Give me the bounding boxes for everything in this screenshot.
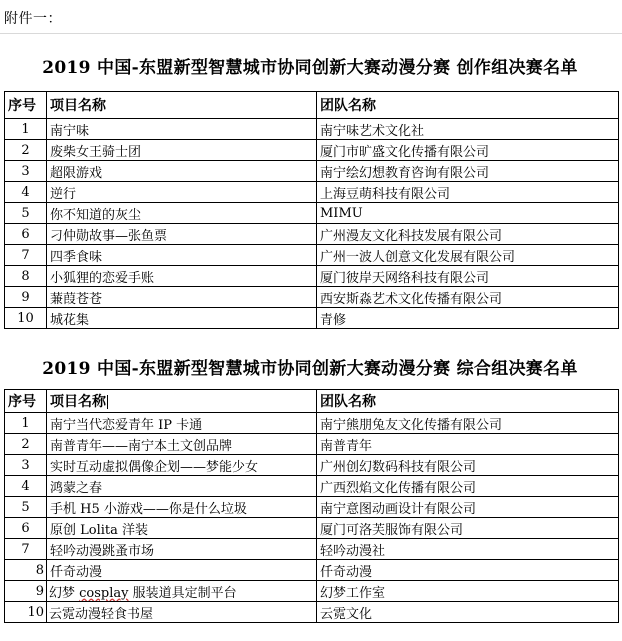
- table-row: [5, 161, 619, 182]
- cell-team[interactable]: 广西烈焰文化传播有限公司: [317, 476, 619, 497]
- cell-no[interactable]: 7: [5, 539, 47, 560]
- cell-project[interactable]: 仟奇动漫: [47, 560, 317, 581]
- cell-team[interactable]: 南普青年: [317, 434, 619, 455]
- cell-no[interactable]: 4: [5, 182, 47, 203]
- cell-project[interactable]: 蒹葭苍苍: [47, 287, 317, 308]
- table-row: [5, 560, 619, 581]
- cell-no[interactable]: 10: [5, 602, 47, 623]
- cell-team[interactable]: 仟奇动漫: [317, 560, 619, 581]
- cell-team[interactable]: 广州漫友文化科技发展有限公司: [317, 224, 619, 245]
- header-no: 序号: [5, 390, 47, 413]
- table-row: [5, 455, 619, 476]
- cell-project[interactable]: 南宁味: [47, 119, 317, 140]
- cell-no[interactable]: 8: [5, 266, 47, 287]
- cell-no[interactable]: 7: [5, 245, 47, 266]
- cell-no[interactable]: 3: [5, 455, 47, 476]
- cell-project[interactable]: 南普青年——南宁本土文创品牌: [47, 434, 317, 455]
- project-suffix: 服装道具定制平台: [128, 585, 237, 601]
- cell-project[interactable]: 云霓动漫轻食书屋: [47, 602, 317, 623]
- cell-project[interactable]: [47, 581, 317, 602]
- cell-no[interactable]: 5: [5, 497, 47, 518]
- cell-team[interactable]: 南宁意图动画设计有限公司: [317, 497, 619, 518]
- cell-no[interactable]: 9: [5, 287, 47, 308]
- cell-project[interactable]: 逆行: [47, 182, 317, 203]
- table-row: [5, 518, 619, 539]
- cell-project[interactable]: 鸿蒙之春: [47, 476, 317, 497]
- cell-team[interactable]: 南宁熊朋兔友文化传播有限公司: [317, 413, 619, 434]
- attachment-label: 附件一：: [4, 11, 62, 27]
- header-team: 团队名称: [317, 390, 619, 413]
- cell-team[interactable]: 轻吟动漫社: [317, 539, 619, 560]
- cell-team[interactable]: 厦门可洛芙服饰有限公司: [317, 518, 619, 539]
- cell-no[interactable]: 3: [5, 161, 47, 182]
- cell-team[interactable]: 幻梦工作室: [317, 581, 619, 602]
- table-row: [5, 539, 619, 560]
- cell-no[interactable]: 1: [5, 413, 47, 434]
- table-row: [5, 413, 619, 434]
- cell-team[interactable]: 广州一波人创意文化发展有限公司: [317, 245, 619, 266]
- comprehensive-group-table: [4, 389, 619, 623]
- cell-no[interactable]: 6: [5, 518, 47, 539]
- text-cursor: [107, 395, 108, 409]
- gridline: [0, 33, 622, 34]
- cell-no[interactable]: 2: [5, 434, 47, 455]
- table1-title: 2019 中国-东盟新型智慧城市协同创新大赛动漫分赛 创作组决赛名单: [42, 58, 578, 78]
- table-row: [5, 434, 619, 455]
- table-row: [5, 581, 619, 602]
- table-row: [5, 266, 619, 287]
- cell-no[interactable]: 6: [5, 224, 47, 245]
- cell-project[interactable]: 刁仲勋故事—张鱼票: [47, 224, 317, 245]
- table-row: [5, 245, 619, 266]
- table2-title: 2019 中国-东盟新型智慧城市协同创新大赛动漫分赛 综合组决赛名单: [42, 359, 578, 379]
- table-row: [5, 203, 619, 224]
- cell-project[interactable]: 四季食味: [47, 245, 317, 266]
- table-header-row: [5, 92, 619, 119]
- cell-no[interactable]: 9: [5, 581, 47, 602]
- cell-team[interactable]: 上海豆萌科技有限公司: [317, 182, 619, 203]
- table-row: [5, 287, 619, 308]
- table-header-row: [5, 390, 619, 413]
- cell-no[interactable]: 8: [5, 560, 47, 581]
- cell-team[interactable]: 南宁绘幻想教育咨询有限公司: [317, 161, 619, 182]
- cell-team[interactable]: 云霓文化: [317, 602, 619, 623]
- cell-project[interactable]: 实时互动虚拟偶像企划——梦能少女: [47, 455, 317, 476]
- cell-team[interactable]: 厦门彼岸天网络科技有限公司: [317, 266, 619, 287]
- spellcheck-underlined-word: cosplay: [79, 585, 129, 601]
- project-prefix: 幻梦: [49, 585, 80, 601]
- cell-no[interactable]: 5: [5, 203, 47, 224]
- cell-team[interactable]: 广州创幻数码科技有限公司: [317, 455, 619, 476]
- cell-no[interactable]: 2: [5, 140, 47, 161]
- header-project: 项目名称: [47, 92, 317, 119]
- cell-project[interactable]: 原创 Lolita 洋装: [47, 518, 317, 539]
- cell-team[interactable]: 青修: [317, 308, 619, 329]
- cell-no[interactable]: 10: [5, 308, 47, 329]
- header-project-label: 项目名称: [50, 394, 106, 410]
- header-team: 团队名称: [317, 92, 619, 119]
- cell-project[interactable]: 超限游戏: [47, 161, 317, 182]
- cell-no[interactable]: 1: [5, 119, 47, 140]
- header-no: 序号: [5, 92, 47, 119]
- cell-team[interactable]: 西安斯淼艺术文化传播有限公司: [317, 287, 619, 308]
- cell-team[interactable]: MIMU: [317, 203, 619, 224]
- cell-project[interactable]: 小狐狸的恋爱手账: [47, 266, 317, 287]
- cell-project[interactable]: 南宁当代恋爱青年 IP 卡通: [47, 413, 317, 434]
- table-row: [5, 497, 619, 518]
- table-row: [5, 140, 619, 161]
- table-row: [5, 182, 619, 203]
- table-row: [5, 119, 619, 140]
- cell-team[interactable]: 厦门市旷盛文化传播有限公司: [317, 140, 619, 161]
- cell-project[interactable]: 城花集: [47, 308, 317, 329]
- cell-no[interactable]: 4: [5, 476, 47, 497]
- cell-project[interactable]: 轻吟动漫跳蚤市场: [47, 539, 317, 560]
- creation-group-table: [4, 91, 619, 329]
- cell-project[interactable]: 手机 H5 小游戏——你是什么垃圾: [47, 497, 317, 518]
- table-row: [5, 224, 619, 245]
- cell-project[interactable]: 你不知道的灰尘: [47, 203, 317, 224]
- header-project[interactable]: [47, 390, 317, 413]
- cell-team[interactable]: 南宁味艺术文化社: [317, 119, 619, 140]
- table-row: [5, 476, 619, 497]
- table-row: [5, 308, 619, 329]
- cell-project[interactable]: 废柴女王骑士团: [47, 140, 317, 161]
- table-row: [5, 602, 619, 623]
